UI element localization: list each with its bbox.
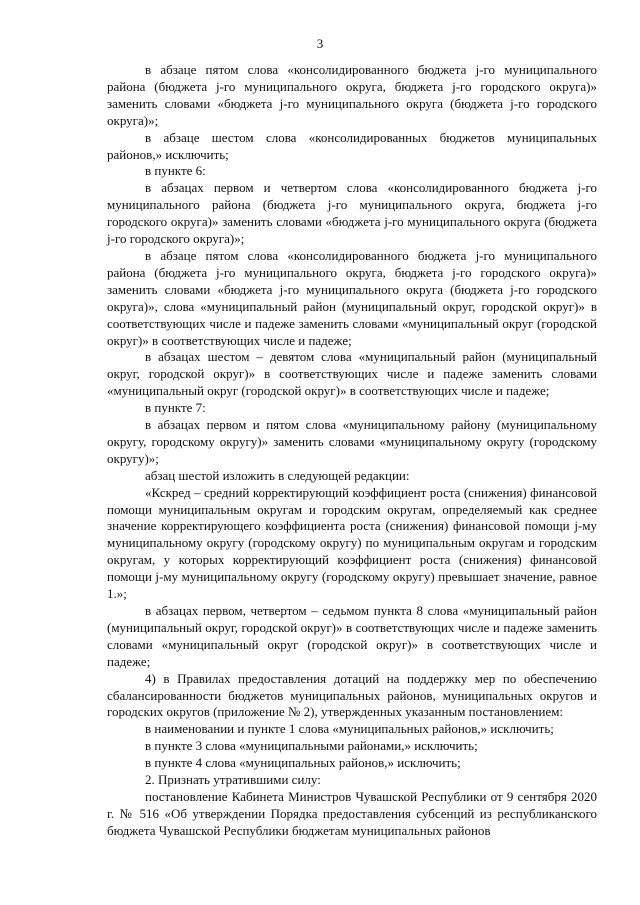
paragraph: в абзацах шестом – девятом слова «муниципальный район (муниципальный округ, городской округ)» в соответствующих числе и падеже заменить словами «муниципальный округ (городской округ)» в соответствующих числе и падеже; bbox=[107, 349, 597, 399]
paragraph: в пункте 7: bbox=[145, 400, 206, 416]
paragraph: в абзаце пятом слова «консолидированного бюджета j-го муниципального района (бюджета j-го муниципального округа, бюджета j-го городского округа)» заменить словами «бюджета j-го муниципального округа (бюджета j-го городского округа)», слова «муниципальный район (муниципальный округ, городской округ)» в соответствующих числе и падеже заменить словами «муниципальный округ (городской округ)» в соответствующих числе и падеже; bbox=[107, 247, 597, 348]
paragraph: в наименовании и пункте 1 слова «муниципальных районов,» исключить; bbox=[145, 721, 554, 737]
paragraph: «Кскред – средний корректирующий коэффициент роста (снижения) финансовой помощи муниципальным округам и городским округам, определяемый как среднее значение корректирующего коэффициента роста (снижения) финансовой помощи j-му муниципальному округу (городскому округу) по муниципальным округам и городским округам, у которых корректирующий коэффициент роста (снижения) финансовой помощи j-му муниципальному округу (городскому округу) превышает значение, равное 1.»; bbox=[107, 484, 597, 602]
paragraph: в абзацах первом, четвертом – седьмом пункта 8 слова «муниципальный район (муниципальный округ, городской округ)» в соответствующих числе и падеже заменить словами «муниципальный округ (городской округ)» в соответствующих числе и падеже; bbox=[107, 603, 597, 669]
paragraph: в абзаце пятом слова «консолидированного бюджета j-го муниципального района (бюджета j-го муниципального округа, бюджета j-го городского округа)» заменить словами «бюджета j-го муниципального округа (бюджета j-го городского округа)»; bbox=[107, 62, 597, 128]
paragraph: абзац шестой изложить в следующей редакции: bbox=[145, 467, 410, 483]
page-number: 3 bbox=[316, 36, 324, 51]
paragraph: в пункте 3 слова «муниципальными районами,» исключить; bbox=[145, 738, 478, 754]
paragraph: 4) в Правилах предоставления дотаций на поддержку мер по обеспечению сбалансированности бюджетов муниципальных районов, муниципальных округов и городских округов (приложение № 2), утвержденных указанным постановлением: bbox=[107, 670, 597, 720]
paragraph: в абзацах первом и пятом слова «муниципальному району (муниципальному округу, городскому округу)» заменить словами «муниципальному округу (городскому округу)»; bbox=[107, 417, 597, 466]
paragraph: в пункте 4 слова «муниципальных районов,» исключить; bbox=[145, 755, 461, 771]
paragraph: в пункте 6: bbox=[145, 163, 206, 179]
paragraph: в абзацах первом и четвертом слова «консолидированного бюджета j-го муниципального района (бюджета j-го муниципального округа, бюджета j-го городского округа)» заменить словами «бюджета j-го муниципального округа (бюджета j-го городского округа)»; bbox=[107, 180, 597, 247]
document-body bbox=[107, 62, 597, 840]
paragraph: 2. Признать утратившими силу: bbox=[145, 772, 321, 788]
paragraph: в абзаце шестом слова «консолидированных бюджетов муниципальных районов,» исключить; bbox=[107, 129, 597, 162]
paragraph: постановление Кабинета Министров Чувашской Республики от 9 сентября 2020 г. № 516 «Об утверждении Порядка предоставления субсенций из республиканского бюджета Чувашской Республики бюджетам муниципальных районов bbox=[107, 788, 597, 838]
